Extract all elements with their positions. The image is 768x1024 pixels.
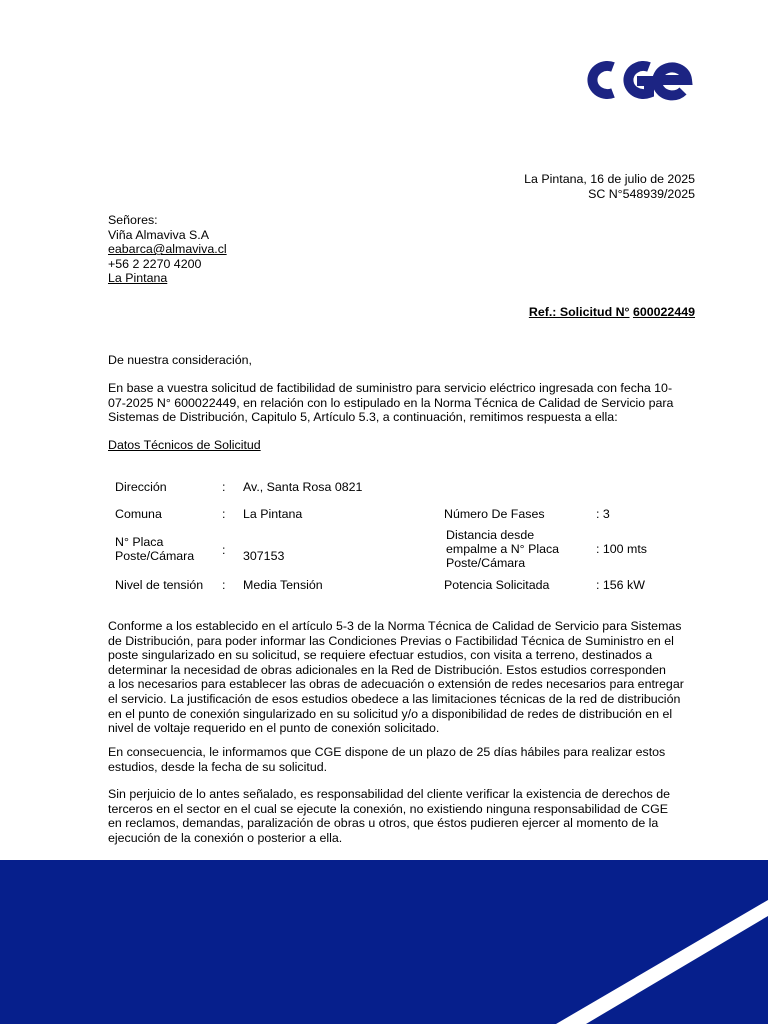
distancia-value: : 100 mts (596, 542, 647, 556)
body-paragraph-3 (108, 787, 695, 845)
paragraph-line: Sin perjuicio de lo antes señalado, es responsabilidad del cliente verificar la existencia de derechos de (108, 787, 671, 801)
intro-paragraph (108, 381, 695, 425)
paragraph-line: en el punto de conexión singularizado en su solicitud y/o a disponibilidad de redes de distribución en el (108, 706, 673, 721)
distancia-label-line1: Distancia desde (446, 528, 535, 542)
paragraph-line: terceros en el sector en el cual se ejecute la conexión, no existiendo ninguna responsabilidad de CGE (108, 801, 668, 816)
section-title: Datos Técnicos de Solicitud (108, 438, 261, 452)
cge-logo (583, 57, 695, 103)
intro-line: En base a vuestra solicitud de factibilidad de suministro para servicio eléctrico ingresada con fecha 10- (108, 381, 673, 395)
colon: : (222, 480, 226, 494)
body-paragraph-1 (108, 619, 695, 736)
body-paragraph-2 (108, 745, 695, 774)
paragraph-line: ejecución de la conexión o posterior a ella. (108, 830, 343, 845)
reference-label: Ref.: Solicitud N° (528, 305, 630, 319)
footer-background (0, 860, 768, 1024)
comuna-label: Comuna (115, 507, 162, 521)
footer-band (0, 860, 768, 1024)
potencia-value: : 156 kW (596, 578, 645, 592)
recipient-phone: +56 2 2270 4200 (108, 256, 202, 271)
recipient-block (108, 213, 227, 286)
comuna-value: La Pintana (243, 507, 303, 521)
paragraph-line: nivel de voltaje requerido en el punto de conexión solicitado. (108, 721, 440, 736)
recipient-company: Viña Almaviva S.A (108, 227, 210, 242)
greeting: De nuestra consideración, (108, 353, 252, 367)
date-block (524, 172, 695, 201)
paragraph-line: Conforme a los establecido en el artículo 5-3 de la Norma Técnica de Calidad de Servicio para Sistemas (108, 619, 682, 633)
sc-number: SC N°548939/2025 (588, 186, 695, 201)
salutation: Señores: (108, 213, 158, 227)
paragraph-line: poste singularizado en su solicitud, se requiere efectuar estudios, con visita a terreno, destinados a (108, 648, 653, 663)
recipient-email[interactable]: eabarca@almaviva.cl (108, 242, 227, 257)
paragraph-line: el servicio. La justificación de esos estudios obedece a las limitaciones técnicas de la red de distribución (108, 691, 681, 706)
colon: : (222, 543, 226, 557)
reference-number: 600022449 (632, 305, 695, 319)
placa-label-line2: Poste/Cámara (115, 549, 195, 563)
paragraph-line: determinar la necesidad de obras adicionales en la Red de Distribución. Estos estudios corresponden (108, 662, 666, 677)
intro-line: Sistemas de Distribución, Capitulo 5, Artículo 5.3, a continuación, remitimos respuesta a ella: (108, 410, 618, 425)
colon: : (222, 578, 226, 592)
distancia-label-line2: empalme a N° Placa (446, 542, 560, 556)
intro-line: 07-2025 N° 600022449, en relación con lo estipulado en la Norma Técnica de Calidad de Servicio para (108, 395, 674, 410)
distancia-label-line3: Poste/Cámara (446, 556, 526, 570)
tension-label: Nivel de tensión (115, 578, 204, 592)
date-line: La Pintana, 16 de julio de 2025 (524, 172, 695, 186)
direccion-value: Av., Santa Rosa 0821 (243, 480, 363, 494)
paragraph-line: estudios, desde la fecha de su solicitud. (108, 759, 328, 774)
recipient-city: La Pintana (108, 271, 168, 286)
tension-value: Media Tensión (243, 578, 323, 592)
placa-value: 307153 (243, 549, 285, 563)
paragraph-line: En consecuencia, le informamos que CGE dispone de un plazo de 25 días hábiles para realizar estos (108, 745, 666, 759)
reference-line (529, 305, 695, 320)
direccion-label: Dirección (115, 480, 167, 494)
placa-label-line1: N° Placa (115, 535, 164, 549)
fases-label: Número De Fases (444, 507, 545, 521)
fases-value: : 3 (596, 507, 610, 521)
colon: : (222, 507, 226, 521)
paragraph-line: de Distribución, para poder informar las Condiciones Previas o Factibilidad Técnica de Suministro en el (108, 633, 674, 648)
paragraph-line: a los necesarios para establecer las obras de adecuación o extensión de redes necesarios para entregar (108, 677, 684, 692)
potencia-label: Potencia Solicitada (444, 578, 550, 592)
paragraph-line: en reclamos, demandas, paralización de obras u otros, que éstos pudieren ejercer al momento de la (108, 816, 659, 831)
